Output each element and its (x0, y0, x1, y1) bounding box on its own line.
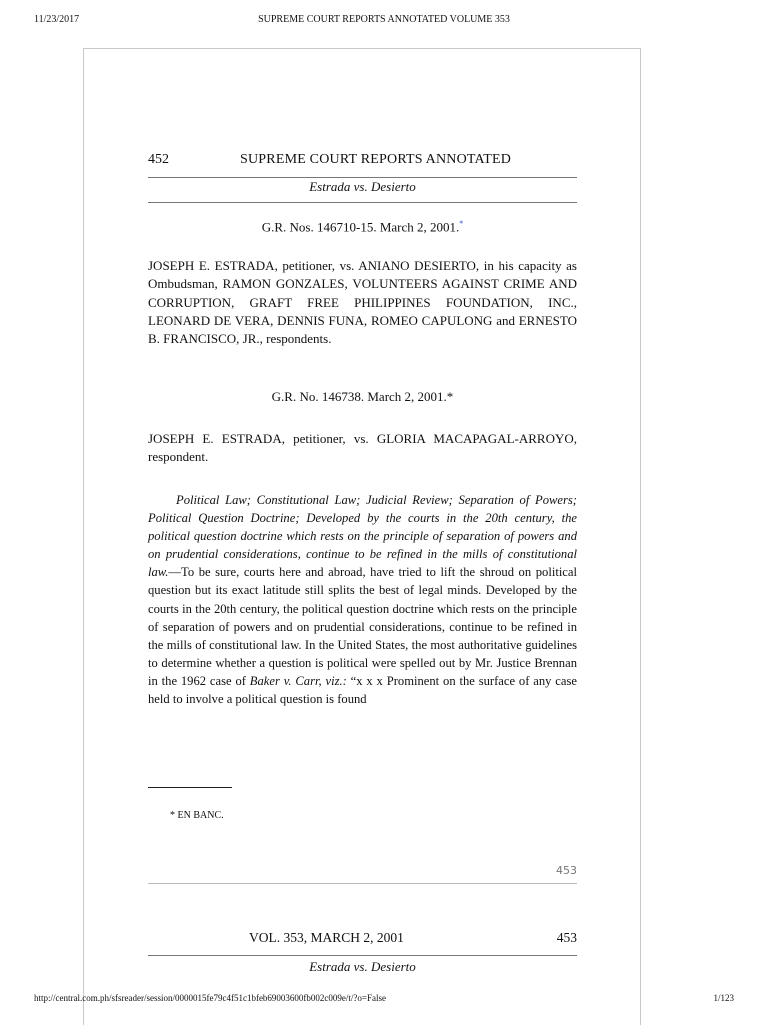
gr-number-1 (148, 219, 577, 235)
print-header (0, 14, 768, 28)
document-page (83, 48, 641, 1025)
header-rule (148, 177, 577, 178)
gr-number-2: G.R. No. 146738. March 2, 2001.* (271, 389, 454, 404)
footer-url[interactable]: http://central.com.ph/sfsreader/session/0000015fe79c4f51c1bfeb69003600fb002c009e/t/?o=False (34, 993, 386, 1003)
syllabus-headnote: Political Law; Constitutional Law; Judicial Review; Separation of Powers; Political Question Doctrine; Developed by the courts in the 20th century, the political question doctrine which rests on the principle of separation of powers and on prudential considerations, continue to be refined in the mills of constitutional law. (148, 493, 577, 580)
syllabus-body-2: “x x x Prominent on the surface of any case held to involve a political question is found (148, 673, 577, 707)
print-title: SUPREME COURT REPORTS ANNOTATED VOLUME 353 (258, 14, 510, 25)
next-page-number: 453 (556, 930, 577, 945)
footnote: * EN BANC. (170, 810, 224, 821)
case-title: Estrada vs. Desierto (309, 179, 416, 194)
running-title: SUPREME COURT REPORTS ANNOTATED (240, 152, 512, 167)
parties-1: JOSEPH E. ESTRADA, petitioner, vs. ANIANO DESIERTO, in his capacity as Ombudsman, RAMON GONZALES, VOLUNTEERS AGAINST CRIME AND CORRUPTION, GRAFT FREE PHILIPPINES FOUNDATION, INC., LEONARD DE VERA, DENNIS FUNA, ROMEO CAPULONG and ERNESTO B. FRANCISCO, JR., respondents. (148, 258, 577, 347)
page-break-marker: 453 (556, 864, 577, 877)
syllabus-body-1: —To be sure, courts here and abroad, have tried to lift the shroud on political question but its exact latitude still splits the best of legal minds. Developed by the courts in the 20th century, the political question doctrine which rests on the principle of separation of powers and on prudential considerations, continue to be refined in the mills of constitutional law. In the United States, the most authoritative guidelines to determine whether a question is political were spelled out by Mr. Justice Brennan in the 1962 case of (148, 565, 577, 688)
footnote-link[interactable]: * (459, 219, 464, 228)
page-count: 1/123 (713, 993, 734, 1003)
next-header-rule (148, 955, 577, 956)
case-title-rule (148, 202, 577, 203)
running-head (148, 152, 577, 172)
print-date: 11/23/2017 (34, 14, 80, 25)
footnote-rule (148, 787, 232, 788)
next-running-head (148, 930, 577, 948)
case-citation: Baker v. Carr, viz.: (249, 673, 347, 688)
syllabus-paragraph (148, 491, 577, 708)
page-number: 452 (148, 152, 169, 167)
page-break-rule (148, 883, 577, 884)
next-case-title: Estrada vs. Desierto (309, 959, 416, 974)
parties-2: JOSEPH E. ESTRADA, petitioner, vs. GLORIA MACAPAGAL-ARROYO, respondent. (148, 431, 577, 465)
volume-title: VOL. 353, MARCH 2, 2001 (249, 930, 404, 945)
gr-number-1-text: G.R. Nos. 146710-15. March 2, 2001. (261, 219, 460, 235)
